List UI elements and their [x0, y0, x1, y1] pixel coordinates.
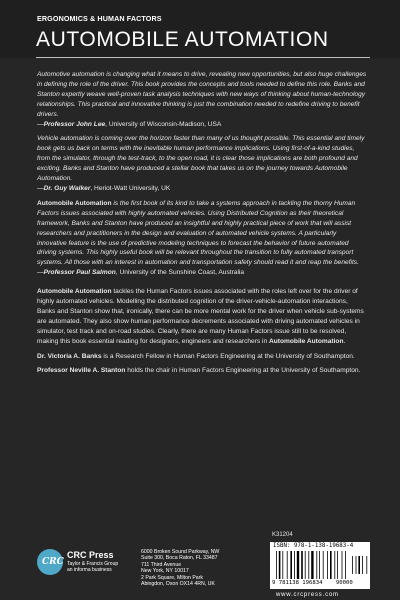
- endorsement-1: [37, 70, 367, 129]
- isbn-price: 90000: [335, 580, 353, 586]
- endorsement-attribution: —Dr. Guy Walker, Heriot-Watt University, UK: [37, 184, 171, 192]
- author-bio: holds the chair in Human Factors Engineering at the University of Southampton.: [125, 367, 361, 375]
- endorsement-lead: Automobile Automation: [37, 199, 112, 207]
- barcode-bar: [323, 551, 324, 579]
- endorsement-quote: is the first book of its kind to take a systems approach in tackling the thorny Human Factors issues associated with highly automated vehicles. Using Distributed Cognition as their theoretical framework, Banks and Stanton have produced an insightful and highly practical piece of work that will assist researchers and practitioners in the design and evaluation of automated vehicle systems. A particularly innovative feature is the use of predictive modeling techniques to forecast the behavior of future automated driving systems. This highly useful book will be relevant throughout the transition to fully automated transport systems. All those with an interest in automation and transportation safety should read it and reap the benefits.: [37, 199, 359, 267]
- barcode-bar: [290, 551, 292, 579]
- price-bar: [356, 556, 357, 574]
- barcode-bar: [294, 551, 295, 579]
- barcode-bar: [345, 551, 346, 579]
- barcode-bar: [308, 551, 309, 579]
- barcode-bar: [327, 551, 328, 579]
- barcode-bar: [334, 551, 335, 579]
- publisher-name: CRC Press: [67, 550, 114, 560]
- back-cover-text: [37, 70, 367, 381]
- barcode-bar: [279, 551, 281, 579]
- price-bar: [362, 556, 363, 574]
- author-name: Professor Neville A. Stanton: [37, 367, 126, 375]
- ean-digits: [272, 580, 353, 586]
- endorsement-3: [37, 199, 367, 278]
- publisher-block: [67, 550, 118, 573]
- barcode-bar: [282, 551, 283, 579]
- barcode-bar: [319, 551, 320, 579]
- author-bio: is a Research Fellow in Human Factors Engineering at the University of Southampton.: [101, 352, 355, 360]
- description-end-bold: Automobile Automation: [269, 337, 344, 345]
- description-text: tackles the Human Factors issues associated with the roles left over for the driver of highly automated vehicles. Modelling the distributed cognition of the driver-vehicle-automation interactions, Banks and Stanton show that, ironically, there can be more mental work for the driver when vehicle sub-systems are automated. They also show human performance decrements associated with driving automated vehicles in simulator, test track and on-road studies. Clearly, there are many Human Factors issue still to be resolved, making this book essential reading for designers, engineers and researchers in: [37, 288, 364, 345]
- publisher-address: [141, 549, 251, 587]
- author-name: Dr. Victoria A. Banks: [37, 352, 102, 360]
- endorsement-quote: Automotive automation is changing what it means to drive, revealing new opportunities, but also huge challenges in defining the role of the driver. This book provides the concepts and tools needed to define this role. Banks and Stanton expertly weave well-proven task analysis techniques with new ways of thinking about human-technology relationships. This practical and innovative thinking is just the combination needed to redefine driving to benefit drivers.: [37, 71, 367, 118]
- crc-logo: [37, 549, 63, 575]
- series-label: ERGONOMICS & HUMAN FACTORS: [37, 14, 162, 23]
- endorser-affiliation: , Heriot-Watt University, UK: [90, 184, 171, 192]
- endorsement-attribution: —Professor Paul Salmon, University of the Sunshine Coast, Australia: [37, 269, 245, 277]
- header-band: [0, 0, 400, 58]
- endorser-name: Professor John Lee: [43, 120, 106, 128]
- price-bar: [358, 556, 360, 574]
- barcode-bar: [305, 551, 306, 579]
- address-line: New York, NY 10017: [141, 568, 189, 575]
- endorser-affiliation: , University of Wisconsin-Madison, USA: [105, 120, 222, 128]
- isbn-label: ISBN: 978-1-138-19683-4: [273, 543, 354, 549]
- barcode-bar: [316, 551, 317, 579]
- barcode-bar: [297, 551, 299, 579]
- endorsement-quote: Vehicle automation is coming over the horizon faster than many of us thought possible. This essential and timely book gets us back on terms with the inevitable human performance implications. Using first-of-a-kind studies, from the simulator, through the test-track, to the open road, it is clear those implications are both profound and exciting. Banks and Stanton have produced a stellar book that takes us on the journey towards Automobile Automation.: [37, 135, 365, 183]
- endorser-name: Dr. Guy Walker: [43, 184, 91, 192]
- endorsement-2: [37, 134, 367, 193]
- description-lead: Automobile Automation: [37, 288, 112, 296]
- address-line: 6000 Broken Sound Parkway, NW: [141, 549, 220, 555]
- price-bar: [366, 556, 367, 574]
- address-line: 711 Third Avenue: [141, 561, 182, 568]
- barcode-bar: [330, 551, 332, 579]
- barcode-bar: [311, 551, 313, 579]
- author-bio-1: [37, 352, 367, 362]
- barcode-bar: [342, 551, 343, 579]
- book-description: [37, 287, 367, 346]
- address-line: Abingdon, Oxon OX14 4RN, UK: [141, 581, 215, 588]
- publisher-group: Taylor & Francis Group: [67, 561, 119, 567]
- endorser-affiliation: , University of the Sunshine Coast, Australia: [115, 269, 245, 277]
- endorsement-attribution: —Professor John Lee, University of Wisconsin-Madison, USA: [37, 120, 222, 128]
- page-title: AUTOMOBILE AUTOMATION: [36, 28, 329, 51]
- publisher-tagline: an informa business: [67, 567, 112, 573]
- description-end: .: [343, 337, 346, 345]
- title-rule: [36, 57, 370, 58]
- address-line: 2 Park Square, Milton Park: [141, 574, 203, 581]
- logo-text: CRC: [42, 557, 64, 567]
- barcode-bar: [287, 551, 288, 579]
- author-bio-2: [37, 366, 367, 376]
- product-code: K31204: [272, 532, 293, 538]
- endorser-name: Professor Paul Salmon: [43, 269, 116, 277]
- publisher-url: www.crcpress.com: [276, 592, 339, 598]
- price-bar: [352, 556, 353, 574]
- barcode-bar: [337, 551, 338, 579]
- barcode-bar: [276, 551, 277, 579]
- ean-number: 9 781138 196834: [272, 580, 323, 586]
- barcode-bar: [301, 551, 303, 579]
- barcode: [270, 542, 370, 589]
- address-line: Suite 300, Boca Raton, FL 33487: [141, 555, 218, 562]
